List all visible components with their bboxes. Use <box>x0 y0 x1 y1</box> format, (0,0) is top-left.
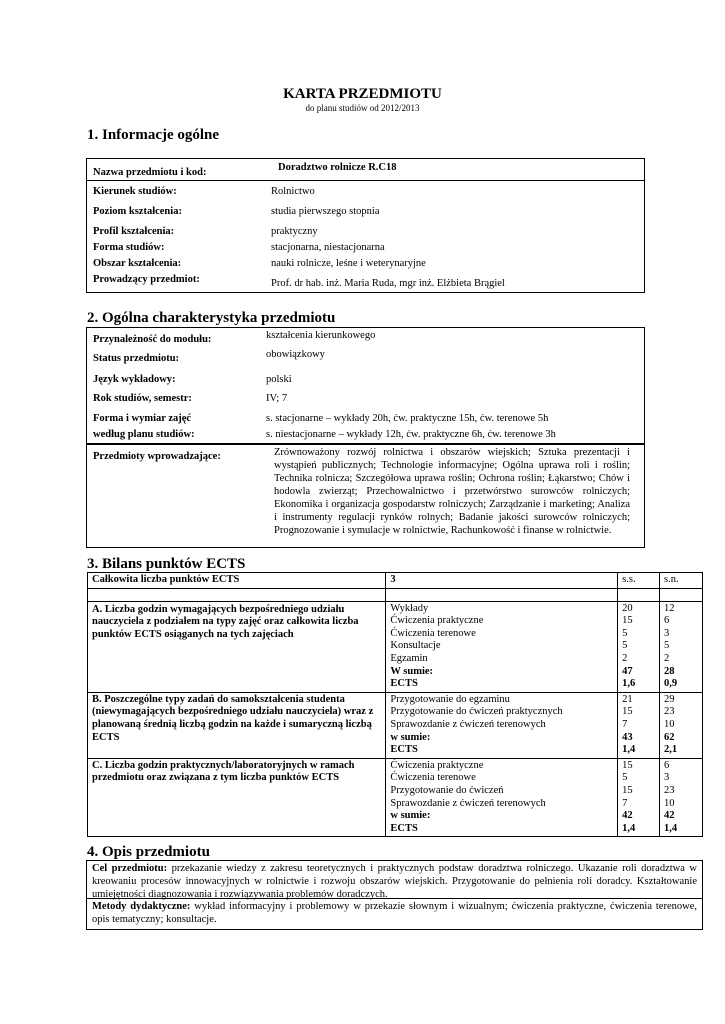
item-name: Wykłady <box>390 602 429 614</box>
item-sn: 28 <box>664 665 675 677</box>
item-name: Sprawozdanie z ćwiczeń terenowych <box>390 797 546 809</box>
item-sn: 0,9 <box>664 678 678 690</box>
field-label: Forma studiów: <box>93 242 165 253</box>
item-sn: 23 <box>664 784 675 796</box>
field-label: Nazwa przedmiotu i kod: <box>93 167 207 178</box>
item-sn: 3 <box>664 627 670 639</box>
field-label: Przynależność do modułu: <box>93 334 212 345</box>
field-label: Poziom kształcenia: <box>93 206 182 217</box>
field-label: Forma i wymiar zajęć <box>93 413 192 424</box>
field-value: nauki rolnicze, leśne i weterynaryjne <box>271 258 426 269</box>
table-row <box>88 758 703 837</box>
table-row <box>88 692 703 758</box>
field-value: studia pierwszego stopnia <box>271 206 380 217</box>
item-name: Ćwiczenia praktyczne <box>390 759 484 771</box>
field-value: Rolnictwo <box>271 186 315 197</box>
teaching-methods-label: Metody dydaktyczne: <box>92 901 191 912</box>
item-name: ECTS <box>390 744 418 756</box>
field-label: Profil kształcenia: <box>93 226 175 237</box>
item-ss: 7 <box>622 718 628 730</box>
field-label: Status przedmiotu: <box>93 353 180 364</box>
item-ss: 5 <box>622 640 628 652</box>
item-sn: 2 <box>664 652 670 664</box>
section-1-heading: 1. Informacje ogólne <box>87 127 220 143</box>
item-sn: 42 <box>664 810 675 822</box>
item-name: ECTS <box>390 822 418 834</box>
item-ss: 21 <box>622 693 633 705</box>
item-sn: 12 <box>664 602 675 614</box>
divider <box>86 180 645 181</box>
section-2-heading: 2. Ogólna charakterystyka przedmiotu <box>87 310 336 326</box>
item-name: Ćwiczenia terenowe <box>390 627 476 639</box>
item-name: Ćwiczenia terenowe <box>390 772 476 784</box>
block-a-label: A. Liczba godzin wymagających bezpośredniego udziału nauczyciela z podziałem na typy zajęć oraz całkowita liczba punktów ECTS osiąganych na tych zajęciach <box>88 601 386 692</box>
item-sn: 10 <box>664 718 675 730</box>
item-sn: 5 <box>664 640 670 652</box>
item-ss: 15 <box>622 706 633 718</box>
item-name: Egzamin <box>390 652 428 664</box>
table-row <box>88 601 703 692</box>
item-name: W sumie: <box>390 665 434 677</box>
item-ss: 15 <box>622 615 633 627</box>
item-ss: 15 <box>622 759 633 771</box>
field-value: s. niestacjonarne – wykłady 12h, ćw. praktyczne 6h, ćw. terenowe 3h <box>266 429 556 440</box>
course-goal-label: Cel przedmiotu: <box>92 863 168 874</box>
field-label: Prowadzący przedmiot: <box>93 274 200 285</box>
item-ss: 1,6 <box>622 678 636 690</box>
item-sn: 10 <box>664 797 675 809</box>
table-row <box>88 573 703 589</box>
block-b-label: B. Poszczególne typy zadań do samokształcenia studenta (niewymagających bezpośredniego udziału nauczyciela) wraz z planowaną średnią liczbą godzin na każde i sumaryczną liczbą ECTS <box>88 692 386 758</box>
item-name: Przygotowanie do ćwiczeń <box>390 784 504 796</box>
section-3-heading: 3. Bilans punktów ECTS <box>87 556 246 572</box>
total-label: Całkowita liczba punktów ECTS <box>88 573 386 589</box>
field-label: Obszar kształcenia: <box>93 258 182 269</box>
field-value: Prof. dr hab. inż. Maria Ruda, mgr inż. Elżbieta Brągiel <box>271 278 505 289</box>
item-name: w sumie: <box>390 810 431 822</box>
teaching-methods <box>92 900 697 926</box>
field-value: IV; 7 <box>266 393 288 404</box>
field-value: stacjonarna, niestacjonarna <box>271 242 385 253</box>
course-goal-text: przekazanie wiedzy z zakresu teoretycznych i praktycznych podstaw doradztwa rolniczego. Ukazanie roli doradztwa w kreowaniu procesów innowacyjnych w rolnictwie i rozwoju obszarów wiejskich. Przygotowanie do pełnienia roli doradcy. Kształtowanie umiejętności diagnozowania i rozwiązywania problemów doradczych. <box>92 863 697 900</box>
prerequisites-label: Przedmioty wprowadzające: <box>93 451 221 462</box>
item-name: Konsultacje <box>390 640 441 652</box>
item-sn: 3 <box>664 772 670 784</box>
item-ss: 7 <box>622 797 628 809</box>
total-value: 3 <box>386 573 618 589</box>
prerequisites-text: Zrównoważony rozwój rolnictwa i obszarów wiejskich; Sztuka prezentacji i wystąpień publicznych; Technologie informacyjne; Ogólna uprawa roli i roślin; Technika rolnicza; Szczegółowa uprawa roślin; Ochrona roślin; Łąkarstwo; Chów i hodowla zwierząt; Przechowalnictwo i przetwórstwo surowców rolniczych; Ekonomika i organizacja gospodarstw rolniczych; Zarządzanie i marketing; Analiza i instrumenty regulacji rynków rolnych; Badanie jakości surowców rolniczych; Prognozowanie i symulacje w rolnictwie, Rachunkowość i finanse w rolnictwie. <box>274 447 630 536</box>
item-sn: 6 <box>664 759 670 771</box>
item-ss: 43 <box>622 731 633 743</box>
ects-table <box>87 572 703 837</box>
course-goal <box>92 862 697 901</box>
item-sn: 2,1 <box>664 744 678 756</box>
item-sn: 23 <box>664 706 675 718</box>
teaching-methods-text: wykład informacyjny i problemowy w przekazie słownym i wizualnym; ćwiczenia praktyczne, ćwiczenia terenowe, opis tematyczny; konsultacje. <box>92 901 697 925</box>
item-sn: 6 <box>664 615 670 627</box>
item-name: ECTS <box>390 678 418 690</box>
column-header-ss: s.s. <box>618 573 660 589</box>
field-value: Doradztwo rolnicze R.C18 <box>278 162 397 173</box>
item-name: w sumie: <box>390 731 431 743</box>
field-label: Język wykładowy: <box>93 374 176 385</box>
item-ss: 2 <box>622 652 628 664</box>
item-sn: 1,4 <box>664 822 678 834</box>
page-subtitle: do planu studiów od 2012/2013 <box>305 103 420 113</box>
item-name: Przygotowanie do egzaminu <box>390 693 510 705</box>
field-value: polski <box>266 374 292 385</box>
item-sn: 29 <box>664 693 675 705</box>
item-ss: 5 <box>622 627 628 639</box>
field-value: praktyczny <box>271 226 318 237</box>
item-ss: 15 <box>622 784 633 796</box>
field-label: Rok studiów, semestr: <box>93 393 192 404</box>
item-ss: 1,4 <box>622 744 636 756</box>
item-name: Przygotowanie do ćwiczeń praktycznych <box>390 706 563 718</box>
item-ss: 42 <box>622 810 633 822</box>
item-name: Ćwiczenia praktyczne <box>390 615 484 627</box>
item-ss: 1,4 <box>622 822 636 834</box>
item-name: Sprawozdanie z ćwiczeń terenowych <box>390 718 546 730</box>
section-4-heading: 4. Opis przedmiotu <box>87 844 210 860</box>
column-header-sn: s.n. <box>660 573 703 589</box>
field-label: według planu studiów: <box>93 429 195 440</box>
item-sn: 62 <box>664 731 675 743</box>
field-label: Kierunek studiów: <box>93 186 177 197</box>
page-title: KARTA PRZEDMIOTU <box>283 86 442 102</box>
field-value: s. stacjonarne – wykłady 20h, ćw. praktyczne 15h, ćw. terenowe 5h <box>266 413 549 424</box>
item-ss: 20 <box>622 602 633 614</box>
field-value: obowiązkowy <box>266 349 325 360</box>
item-ss: 47 <box>622 665 633 677</box>
item-ss: 5 <box>622 772 628 784</box>
field-value: kształcenia kierunkowego <box>266 330 376 341</box>
block-c-label: C. Liczba godzin praktycznych/laboratoryjnych w ramach przedmiotu oraz związana z tym liczba punktów ECTS <box>88 758 386 837</box>
